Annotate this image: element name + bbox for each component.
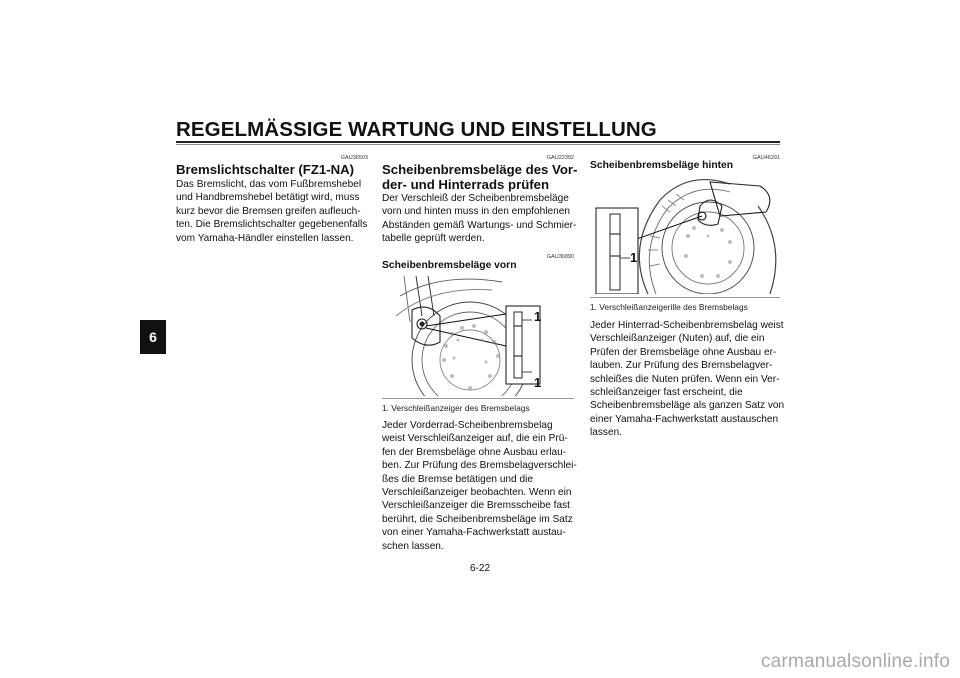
text-line: kurz bevor die Bremsen greifen aufleuch- xyxy=(176,205,361,217)
text-line: Verschleißanzeiger die Bremsscheibe fast xyxy=(382,500,570,512)
text-line: von einer Yamaha-Fachwerkstatt austau- xyxy=(382,527,566,539)
subsection-title: Scheibenbremsbeläge hinten xyxy=(590,160,734,171)
header-rule xyxy=(176,141,780,143)
text-line: fen der Bremsbeläge ohne Ausbau erlau- xyxy=(382,446,567,458)
title-line: der- und Hinterrads prüfen xyxy=(382,177,550,192)
page-title: REGELMÄSSIGE WARTUNG UND EINSTELLUNG xyxy=(176,118,657,141)
subsection-title: Scheibenbremsbeläge vorn xyxy=(382,260,517,271)
watermark-text: carmanualsonline.info xyxy=(760,651,950,672)
rear-brake-illustration xyxy=(590,176,780,294)
text-line: weist Verschleißanzeiger auf, die ein Prü- xyxy=(382,433,568,445)
text-line: Prüfen der Bremsbeläge ohne Ausbau er- xyxy=(590,346,777,358)
page-number: 6-22 xyxy=(469,563,490,574)
text-line: Verschleißanzeiger beobachten. Wenn ein xyxy=(382,487,572,499)
caption-rule xyxy=(382,398,574,399)
subsection-code: GAU36890 xyxy=(546,254,574,260)
text-line: schleißes die Nuten prüfen. Wenn ein Ver- xyxy=(590,373,780,385)
text-line: schleißanzeiger fast erscheint, die xyxy=(590,387,743,399)
section-title: Bremslichtschalter (FZ1-NA) xyxy=(176,162,355,177)
text-line: Der Verschleiß der Scheibenbremsbeläge xyxy=(382,193,569,204)
text-line: schen lassen. xyxy=(382,540,444,552)
section-intro xyxy=(382,192,576,246)
text-line: tabelle geprüft werden. xyxy=(382,233,485,245)
text-line: ten. Die Bremslichtschalter gegebenenfalls xyxy=(176,219,368,231)
section-title xyxy=(382,162,577,192)
figure-label: 1 xyxy=(534,309,542,324)
text-line: lassen. xyxy=(590,427,622,439)
section-code: GAU46291 xyxy=(752,155,780,161)
text-line: Jeder Vorderrad-Scheibenbremsbelag xyxy=(382,420,553,431)
caption-rule xyxy=(590,297,780,298)
header-rule-thin xyxy=(176,144,780,145)
text-line: Abständen gemäß Wartungs- und Schmier- xyxy=(382,219,577,231)
figure-label: 1 xyxy=(630,250,638,265)
text-line: lauben. Zur Prüfung des Bremsbelagver- xyxy=(590,360,773,372)
section-code: GAU22392 xyxy=(546,155,574,161)
text-line: Scheibenbremsbeläge als ganzen Satz von xyxy=(590,400,785,412)
section-body xyxy=(382,419,577,553)
text-line: berührt, die Scheibenbremsbeläge im Satz xyxy=(382,513,573,525)
section-body xyxy=(176,178,367,245)
text-line: einer Yamaha-Fachwerkstatt austauschen xyxy=(590,413,779,425)
text-line: und Handbremshebel betätigt wird, muss xyxy=(176,192,360,204)
figure-label: 1 xyxy=(534,375,542,390)
title-line: Scheibenbremsbeläge des Vor- xyxy=(382,162,578,177)
text-line: Verschleißanzeiger (Nuten) auf, die ein xyxy=(590,333,765,345)
section-body xyxy=(590,319,784,440)
text-line: Jeder Hinterrad-Scheibenbremsbelag weist xyxy=(590,320,784,331)
text-line: vom Yamaha-Händler einstellen lassen. xyxy=(176,232,354,244)
text-line: vorn und hinten muss in den empfohlenen xyxy=(382,206,570,218)
text-line: Das Bremslicht, das vom Fußbremshebel xyxy=(176,179,362,190)
figure-caption: 1. Verschleißanzeiger des Bremsbelags xyxy=(382,403,530,413)
section-code: GAU36503 xyxy=(340,155,368,161)
chapter-tab: 6 xyxy=(140,320,166,354)
text-line: ßes die Bremse betätigen und die xyxy=(382,473,533,485)
figure-caption: 1. Verschleißanzeigerille des Bremsbelags xyxy=(590,302,748,312)
front-brake-illustration xyxy=(382,276,574,396)
text-line: ben. Zur Prüfung des Bremsbelagverschlei- xyxy=(382,460,577,472)
